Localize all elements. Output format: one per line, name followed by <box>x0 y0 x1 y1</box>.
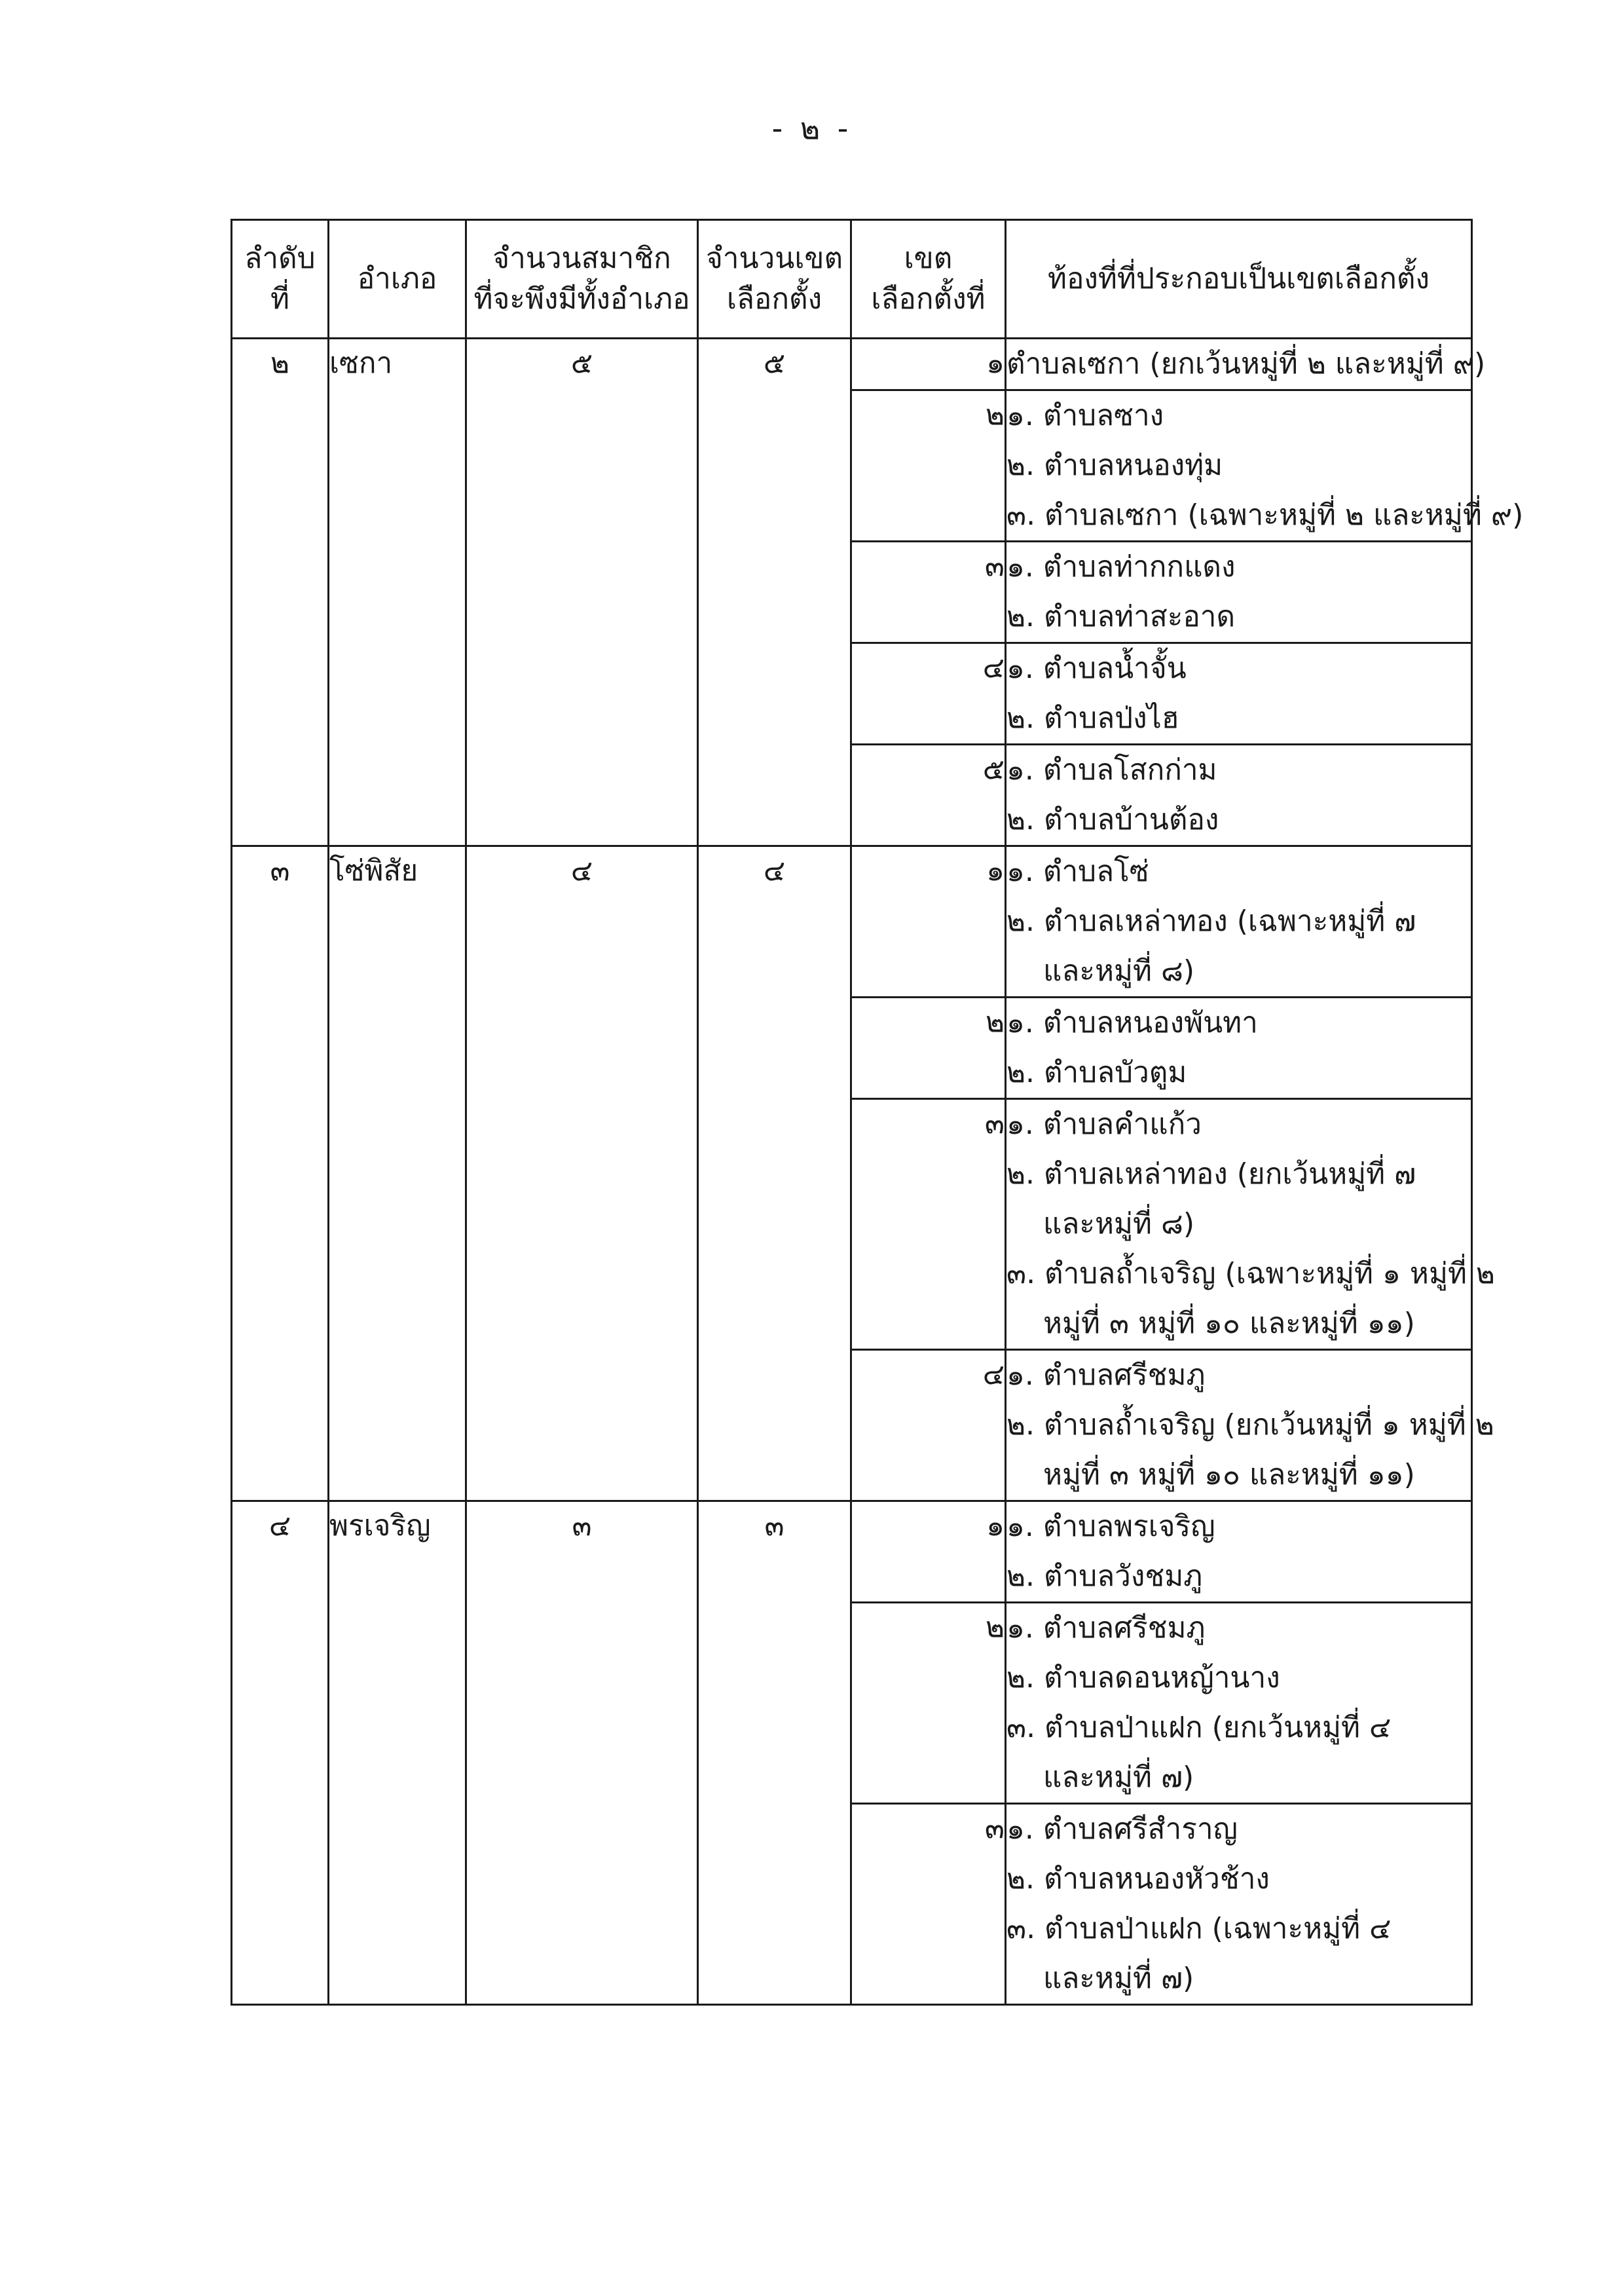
constituency-area <box>1006 1603 1472 1804</box>
constituency-number: ๓ <box>851 1099 1006 1350</box>
district-order: ๓ <box>232 846 329 1501</box>
area-line: ๑. ตำบลโสกก่าม <box>1006 753 1217 787</box>
area-line: และหมู่ที่ ๗) <box>1043 1761 1194 1794</box>
district-name: เซกา <box>329 339 466 846</box>
constituency-number: ๓ <box>851 1804 1006 2005</box>
area-line: และหมู่ที่ ๘) <box>1043 1207 1195 1241</box>
header-members-line-1: จำนวนสมาชิก <box>492 242 671 275</box>
constituency-number: ๒ <box>851 1603 1006 1804</box>
area-line: ๑. ตำบลท่ากกแดง <box>1006 550 1236 584</box>
area-line: ๓. ตำบลป่าแฝก (เฉพาะหมู่ที่ ๔ <box>1006 1912 1392 1945</box>
constituency-number: ๕ <box>851 745 1006 846</box>
constituency-area <box>1006 542 1472 643</box>
district-constituency-count: ๓ <box>698 1501 851 2005</box>
constituency-number: ๑ <box>851 339 1006 390</box>
district-constituency-count: ๔ <box>698 846 851 1501</box>
header-district-label: อำเภอ <box>357 262 437 295</box>
constituency-area <box>1006 643 1472 745</box>
constituency-number: ๒ <box>851 998 1006 1099</box>
area-line: และหมู่ที่ ๗) <box>1043 1962 1194 1995</box>
area-line: ๒. ตำบลป่งไฮ <box>1006 701 1179 735</box>
district-name: พรเจริญ <box>329 1501 466 2005</box>
header-constituency-count <box>698 220 851 339</box>
constituency-area <box>1006 846 1472 998</box>
header-row <box>232 220 1472 339</box>
area-line: ๒. ตำบลวังชมภู <box>1006 1560 1203 1593</box>
district-members: ๓ <box>466 1501 698 2005</box>
constituency-area <box>1006 390 1524 542</box>
area-line: ๓. ตำบลป่าแฝก (ยกเว้นหมู่ที่ ๔ <box>1006 1711 1392 1744</box>
area-line: ๑. ตำบลคำแก้ว <box>1006 1108 1202 1141</box>
area-line: ๑. ตำบลหนองพันทา <box>1006 1006 1258 1039</box>
header-constituency-no-line-1: เขต <box>904 242 953 275</box>
constituency-number: ๑ <box>851 1501 1006 1603</box>
area-line: และหมู่ที่ ๘) <box>1043 954 1195 988</box>
header-order-line-2: ที่ <box>270 282 289 316</box>
constituency-number: ๔ <box>851 1350 1006 1501</box>
header-members <box>466 220 698 339</box>
constituency-area <box>1006 1501 1472 1603</box>
area-line: ๒. ตำบลดอนหญ้านาง <box>1006 1661 1280 1694</box>
area-line: ๒. ตำบลเหล่าทอง (เฉพาะหมู่ที่ ๗ <box>1006 905 1416 938</box>
area-line: ๒. ตำบลถ้ำเจริญ (ยกเว้นหมู่ที่ ๑ หมู่ที่ ๒ <box>1006 1408 1494 1442</box>
header-constituency-count-line-2: เลือกตั้ง <box>726 282 822 316</box>
area-line: หมู่ที่ ๓ หมู่ที่ ๑๐ และหมู่ที่ ๑๑) <box>1043 1307 1415 1340</box>
area-line: ๑. ตำบลศรีสำราญ <box>1006 1812 1238 1846</box>
constituency-area <box>1006 745 1472 846</box>
area-line: ๒. ตำบลเหล่าทอง (ยกเว้นหมู่ที่ ๗ <box>1006 1157 1416 1191</box>
constituency-area <box>1006 1804 1472 2005</box>
header-order-line-1: ลำดับ <box>244 242 316 275</box>
constituency-area <box>1006 1099 1495 1350</box>
area-line: หมู่ที่ ๓ หมู่ที่ ๑๐ และหมู่ที่ ๑๑) <box>1043 1458 1415 1491</box>
area-line: ๒. ตำบลบ้านต้อง <box>1006 803 1219 836</box>
constituency-area <box>1006 339 1486 390</box>
area-line: ๑. ตำบลโซ่ <box>1006 855 1149 888</box>
constituency-area <box>1006 998 1472 1099</box>
constituency-number: ๓ <box>851 542 1006 643</box>
area-line: ๑. ตำบลศรีชมภู <box>1006 1611 1206 1645</box>
district-order: ๔ <box>232 1501 329 2005</box>
district-constituency-count: ๕ <box>698 339 851 846</box>
constituency-number: ๔ <box>851 643 1006 745</box>
area-line: ๒. ตำบลบัวตูม <box>1006 1056 1187 1089</box>
table-row <box>232 339 1472 390</box>
area-line: ๑. ตำบลน้ำจั้น <box>1006 652 1187 685</box>
table-row <box>232 846 1472 998</box>
header-constituency-no <box>851 220 1006 339</box>
area-line: ๒. ตำบลหนองทุ่ม <box>1006 449 1223 482</box>
constituency-number: ๑ <box>851 846 1006 998</box>
header-district <box>329 220 466 339</box>
header-area <box>1006 220 1472 339</box>
constituency-table <box>231 219 1524 2006</box>
header-order <box>232 220 329 339</box>
area-line: ๑. ตำบลพรเจริญ <box>1006 1510 1215 1543</box>
area-line: ตำบลเซกา (ยกเว้นหมู่ที่ ๒ และหมู่ที่ ๙) <box>1006 347 1486 381</box>
district-name: โซ่พิสัย <box>329 846 466 1501</box>
constituency-number: ๒ <box>851 390 1006 542</box>
area-line: ๓. ตำบลถ้ำเจริญ (เฉพาะหมู่ที่ ๑ หมู่ที่ ๒ <box>1006 1257 1495 1290</box>
header-constituency-count-line-1: จำนวนเขต <box>705 242 843 275</box>
constituency-area <box>1006 1350 1494 1501</box>
area-line: ๒. ตำบลหนองหัวช้าง <box>1006 1862 1270 1896</box>
table-row <box>232 1501 1472 1603</box>
area-line: ๓. ตำบลเซกา (เฉพาะหมู่ที่ ๒ และหมู่ที่ ๙) <box>1006 498 1524 532</box>
area-line: ๑. ตำบลศรีชมภู <box>1006 1358 1206 1392</box>
district-members: ๕ <box>466 339 698 846</box>
district-members: ๔ <box>466 846 698 1501</box>
page-number: - ๒ - <box>771 111 853 146</box>
area-line: ๒. ตำบลท่าสะอาด <box>1006 600 1236 633</box>
header-constituency-no-line-2: เลือกตั้งที่ <box>871 282 986 316</box>
table-body <box>232 339 1524 2005</box>
district-order: ๒ <box>232 339 329 846</box>
header-members-line-2: ที่จะพึงมีทั้งอำเภอ <box>473 282 690 316</box>
header-area-label: ท้องที่ที่ประกอบเป็นเขตเลือกตั้ง <box>1048 262 1430 295</box>
area-line: ๑. ตำบลซาง <box>1006 399 1164 432</box>
